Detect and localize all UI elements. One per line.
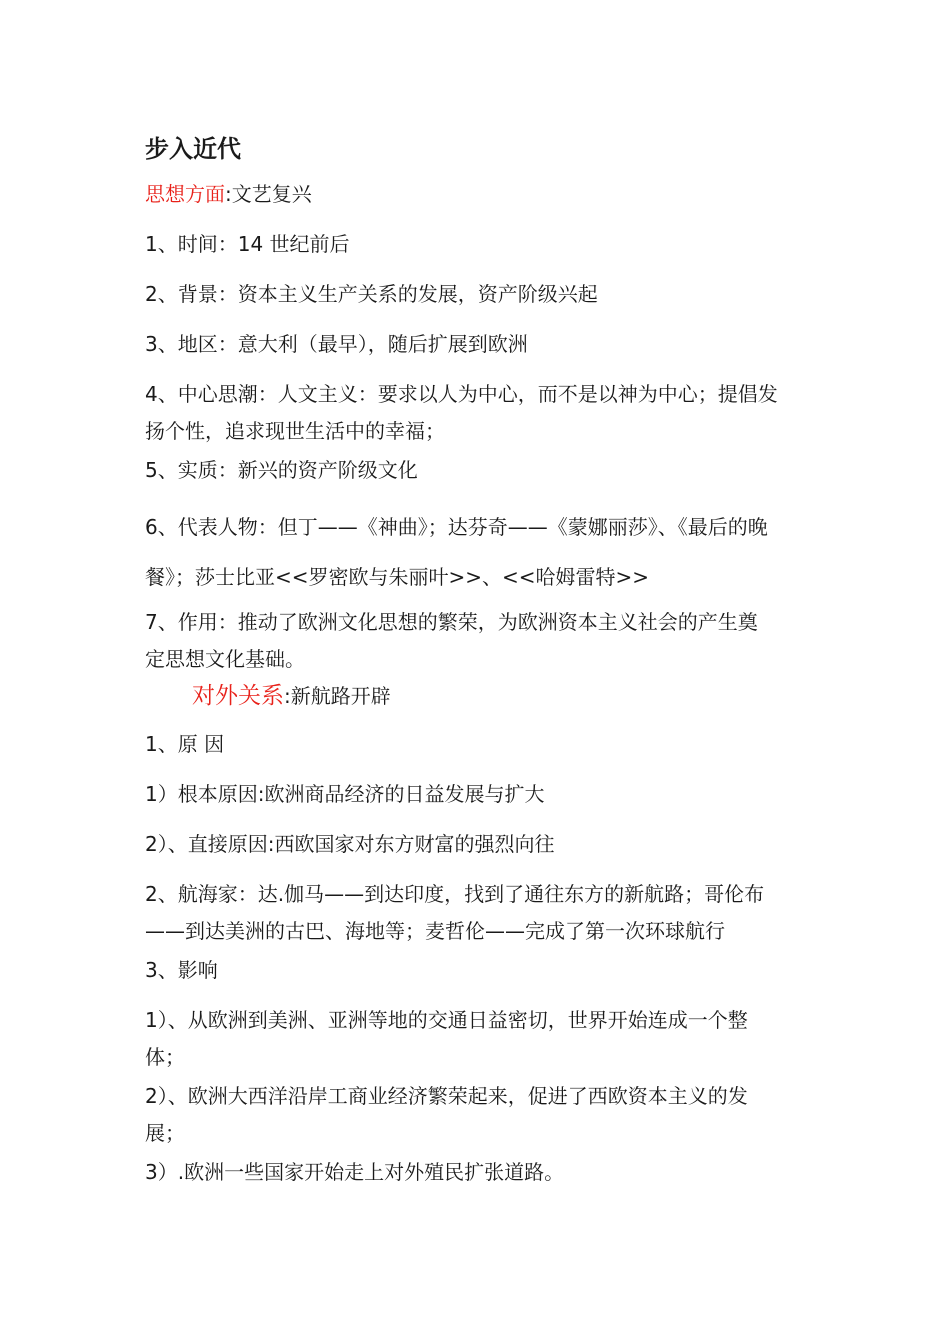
list-item-core-thought bbox=[145, 376, 810, 450]
section-topic-new-routes: 新航路开辟 bbox=[290, 684, 391, 708]
core-thought-line-1: 4、中心思潮：人文主义：要求以人为中心，而不是以神为中心；提倡发 bbox=[145, 382, 778, 406]
representatives-line-1: 6、代表人物：但丁——《神曲》；达芬奇——《蒙娜丽莎》、《最后的晚 bbox=[145, 515, 768, 539]
list-item-root-reason: 1）根本原因:欧洲商品经济的日益发展与扩大 bbox=[145, 782, 545, 806]
list-item-time: 1、时间：14 世纪前后 bbox=[145, 232, 350, 256]
list-item-impact-1 bbox=[145, 1002, 810, 1076]
representatives-line-2: 餐》；莎士比亚<<罗密欧与朱丽叶>>、<<哈姆雷特>> bbox=[145, 565, 650, 589]
impact-2-line-2: 展； bbox=[145, 1121, 185, 1145]
list-item-navigators bbox=[145, 876, 810, 950]
section-topic-renaissance: 文艺复兴 bbox=[231, 182, 312, 206]
list-item-impact: 3、影响 bbox=[145, 958, 218, 982]
section-label-thought: 思想方面 bbox=[145, 182, 225, 206]
list-item-reasons: 1、原 因 bbox=[145, 732, 225, 756]
section-heading-foreign-relations bbox=[192, 678, 810, 714]
list-item-direct-reason: 2）、直接原因:西欧国家对东方财富的强烈向往 bbox=[145, 832, 555, 856]
core-thought-line-2: 扬个性，追求现世生活中的幸福； bbox=[145, 419, 445, 443]
effect-line-2: 定思想文化基础。 bbox=[145, 647, 305, 671]
list-item-impact-3: 3）.欧洲一些国家开始走上对外殖民扩张道路。 bbox=[145, 1160, 565, 1184]
navigators-line-1: 2、航海家：达.伽马——到达印度，找到了通往东方的新航路；哥伦布 bbox=[145, 882, 765, 906]
list-item-representatives bbox=[145, 502, 810, 602]
list-item-background: 2、背景：资本主义生产关系的发展，资产阶级兴起 bbox=[145, 282, 598, 306]
list-item-impact-2 bbox=[145, 1078, 810, 1152]
effect-line-1: 7、作用：推动了欧洲文化思想的繁荣，为欧洲资本主义社会的产生奠 bbox=[145, 610, 758, 634]
list-item-essence: 5、实质：新兴的资产阶级文化 bbox=[145, 458, 418, 482]
section-separator: : bbox=[225, 182, 232, 206]
impact-2-line-1: 2）、欧洲大西洋沿岸工商业经济繁荣起来，促进了西欧资本主义的发 bbox=[145, 1084, 748, 1108]
impact-1-line-1: 1）、从欧洲到美洲、亚洲等地的交通日益密切，世界开始连成一个整 bbox=[145, 1008, 748, 1032]
navigators-line-2: ——到达美洲的古巴、海地等；麦哲伦——完成了第一次环球航行 bbox=[145, 919, 725, 943]
section-heading-thought bbox=[145, 176, 810, 212]
section-separator: : bbox=[284, 684, 291, 708]
list-item-region: 3、地区：意大利（最早），随后扩展到欧洲 bbox=[145, 332, 528, 356]
impact-1-line-2: 体； bbox=[145, 1045, 185, 1069]
section-label-foreign-relations: 对外关系 bbox=[192, 683, 284, 709]
list-item-effect bbox=[145, 604, 810, 678]
document-page bbox=[145, 126, 810, 1191]
page-title: 步入近代 bbox=[145, 135, 241, 163]
